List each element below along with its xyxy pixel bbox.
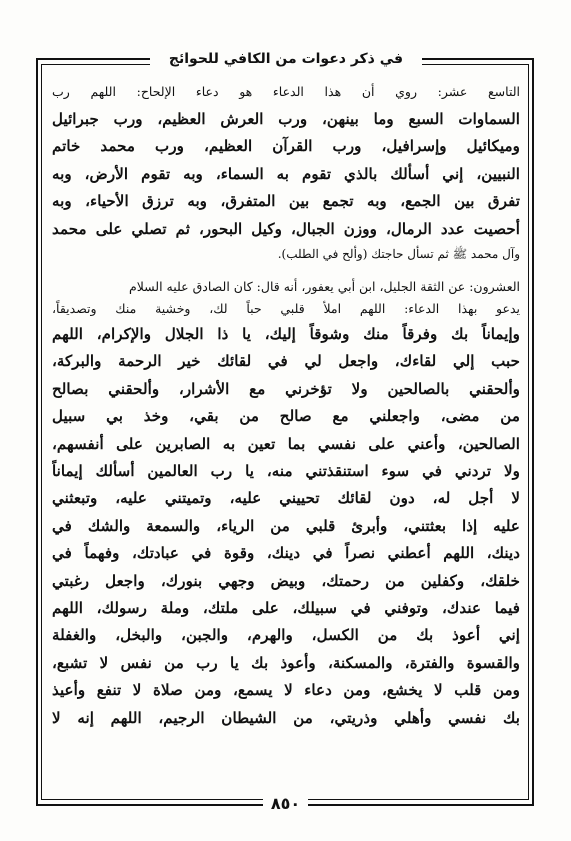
text-line: النبيين، إني أسألك بالذي تقوم به السماء، وبه تقوم الأرض، وبه: [52, 164, 520, 183]
text-line: التاسع عشر: روي أن هذا الدعاء هو دعاء الإلحاح: اللهم رب: [52, 84, 520, 99]
text-line: حبب إلي لقاءك، واجعل لي في لقائك خير الرحمة والبركة،: [52, 352, 520, 371]
supplication-nineteen: [52, 78, 520, 265]
page-number: [0, 794, 571, 813]
text-line: يدعو بهذا الدعاء: اللهم املأ قلبي حباً لك، وخشية منك وتصديقاً،: [52, 301, 520, 316]
text-line: الصالحين، وأعني على نفسي بما تعين به الصابرين على أنفسهم،: [52, 434, 520, 453]
page-number-label: ٨٥٠: [263, 794, 308, 813]
text-line: وآل محمد ﷺ ثم تسأل حاجتك (وألح في الطلب).: [277, 247, 520, 261]
text-line: السماوات السبع وما بينهن، ورب العرش العظيم، ورب جبرائيل: [52, 109, 520, 128]
text-line: فيما عندك، وتوفني في سبيلك، على ملتك، وملة رسولك، اللهم: [52, 599, 520, 618]
text-line: تفرق بين الجمع، وبه تجمع بين المتفرق، وبه ترزق الأحياء، وبه: [52, 192, 520, 210]
text-line: بك نفسي وأهلي وذريتي، من الشيطان الرجيم، اللهم إنه لا: [52, 708, 520, 727]
text-line: أحصيت عدد الرمال، ووزن الجبال، وكيل البحور، ثم تصلي على محمد: [52, 219, 520, 238]
text-line: من مضى، واجعلني مع صالح من بقي، وخذ بي سبيل: [52, 407, 520, 426]
text-line: إني أعوذ بك من الكسل، والهرم، والجبن، والبخل، والغفلة: [52, 626, 520, 645]
text-line: لا أجل له، دون لقائك تحييني عليه، وتميتني عليه، وتبعثني: [52, 489, 520, 508]
text-line: وإيماناً بك وفرقاً منك وشوقاً إليك، يا ذا الجلال والإكرام، اللهم: [52, 325, 520, 343]
text-line: عليه إذا بعثتني، وأبرئ قلبي من الرياء، والسمعة والشك في: [52, 516, 520, 535]
text-line: العشرون: عن الثقة الجليل، ابن أبي يعفور، أنه قال: كان الصادق عليه السلام: [128, 279, 520, 294]
text-line: دينك، اللهم أعطني نصراً في دينك، وقوة في عبادتك، وفهماً في: [52, 544, 520, 563]
text-line: خلقك، وكفلين من رحمتك، وبيض وجهي بنورك، واجعل رغبتي: [52, 571, 520, 590]
page-body: [52, 78, 520, 744]
text-line: ولا تردني في سوء استنقذتني منه، يا رب العالمين أسألك إيماناً: [52, 462, 520, 481]
supplication-twenty: [52, 277, 520, 732]
text-line: وألحقني بالصالحين ولا تؤخرني مع الأشرار، وألحقني بصالح: [52, 379, 520, 398]
text-line: ومن قلب لا يخشع، ومن دعاء لا يسمع، ومن صلاة لا تنفع وأعيذ: [52, 681, 520, 700]
text-line: والقسوة والفترة، والمسكنة، وأعوذ بك يا رب من نفس لا تشبع،: [52, 653, 520, 672]
running-header: في ذكر دعوات من الكافي للحوائج: [150, 46, 422, 72]
text-line: وميكائيل وإسرافيل، ورب القرآن العظيم، ورب محمد خاتم: [52, 137, 520, 155]
